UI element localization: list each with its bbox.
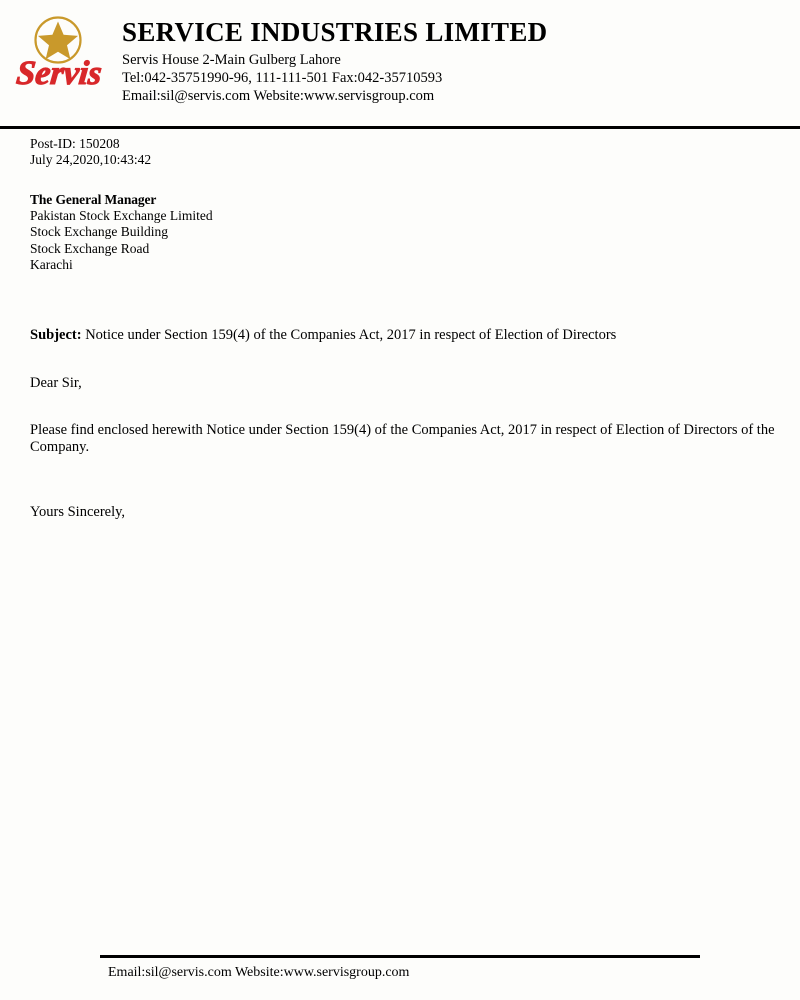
letter-footer (100, 955, 700, 982)
post-id: Post-ID: 150208 (30, 136, 120, 151)
subject-label: Subject: (30, 327, 82, 344)
recipient-title: The General Manager (30, 192, 157, 207)
footer-divider (100, 955, 700, 958)
company-address (122, 51, 547, 105)
svg-text:Servis: Servis (14, 55, 104, 92)
header-divider (0, 126, 800, 129)
company-name: SERVICE INDUSTRIES LIMITED (122, 17, 548, 47)
subject-text: Notice under Section 159(4) of the Companies Act, 2017 in respect of Election of Directors (85, 327, 617, 344)
recipient-organization: Pakistan Stock Exchange Limited (30, 208, 213, 224)
recipient-address-block (30, 192, 792, 273)
letter-content (30, 136, 792, 521)
salutation: Dear Sir, (30, 375, 82, 392)
letterhead (0, 0, 800, 128)
recipient-city: Karachi (30, 256, 73, 272)
address-line-email-website: Email:sil@servis.com Website:www.servisgroup.com (122, 88, 435, 105)
recipient-building: Stock Exchange Building (30, 224, 168, 240)
recipient-street: Stock Exchange Road (30, 240, 150, 256)
body-paragraph: Please find enclosed herewith Notice under Section 159(4) of the Companies Act, 2017 in respect of Election of Directors of the Company. (30, 422, 775, 456)
subject-line (30, 326, 792, 344)
footer-contact: Email:sil@servis.com Website:www.servisgroup.com (108, 965, 410, 980)
company-details (110, 0, 547, 105)
address-line-phone: Tel:042-35751990-96, 111-111-501 Fax:042-35710593 (122, 70, 443, 87)
post-timestamp: July 24,2020,10:43:42 (30, 152, 152, 167)
servis-star-logo-icon (8, 12, 108, 104)
closing-line: Yours Sincerely, (30, 504, 126, 521)
company-logo (0, 0, 110, 104)
address-line-street: Servis House 2-Main Gulberg Lahore (122, 52, 341, 69)
